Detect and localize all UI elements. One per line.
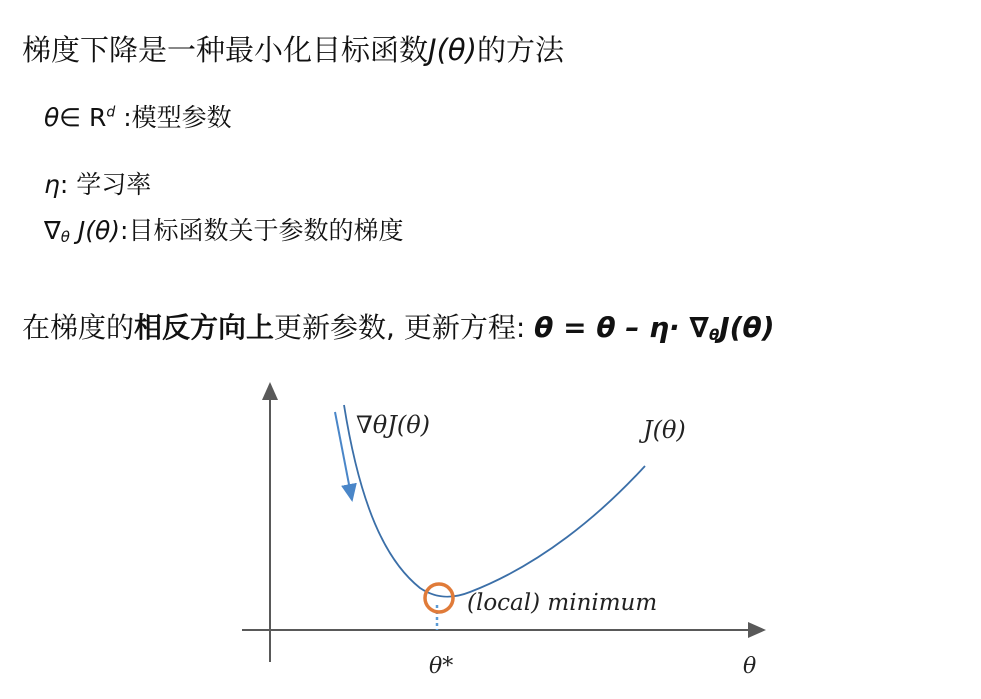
theta-star-label: θ* <box>429 654 454 679</box>
params-definition: θ∈ $R^d$ :模型参数 <box>44 103 232 132</box>
minimum-marker <box>425 584 453 612</box>
update-rule: 在梯度的相反方向上更新参数, 更新方程: $\theta = \theta - \eta\cdot \nabla_\theta J(\theta)$ <box>22 311 775 344</box>
page-title: 梯度下降是一种最小化目标函数J(θ)的方法 <box>22 33 564 67</box>
learning-rate-definition: η: 学习率 <box>44 170 152 199</box>
gradient-definition: $\nabla_\theta$ J(θ):目标函数关于参数的梯度 <box>44 216 404 246</box>
minimum-label: (local) minimum <box>467 590 658 616</box>
gradient-label: ∇θJ(θ) <box>356 411 431 439</box>
curve-label: J(θ) <box>643 416 686 444</box>
x-axis-label: θ <box>743 654 757 679</box>
gradient-arrow <box>335 412 352 500</box>
